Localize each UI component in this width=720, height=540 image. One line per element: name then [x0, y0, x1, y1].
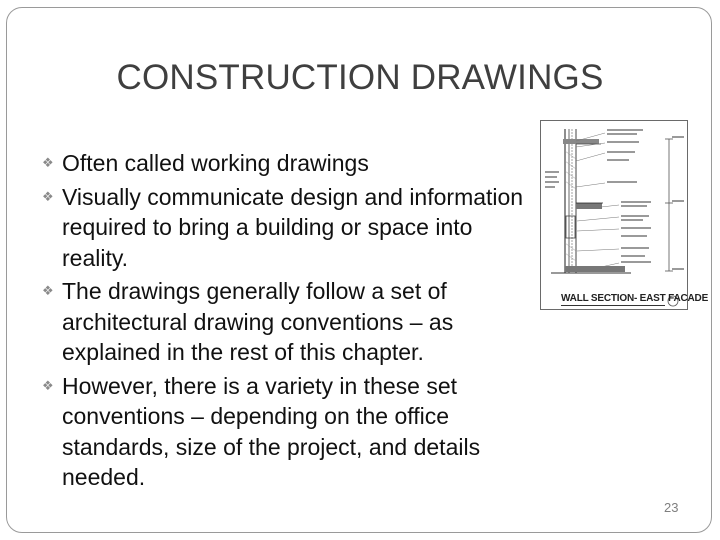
bullet-item: [42, 148, 542, 179]
bullet-text: However, there is a variety in these set conventions – depending on the office standards, size of the project, and details needed.: [62, 372, 481, 490]
bullet-text: The drawings generally follow a set of architectural drawing conventions – as explained in the rest of this chapter.: [62, 278, 454, 365]
bullet-item: [42, 276, 542, 368]
bullet-list: [42, 148, 542, 496]
page-number: 23: [664, 500, 679, 515]
bullet-item: [42, 371, 542, 493]
bullet-item: [42, 182, 542, 274]
figure-caption: WALL SECTION- EAST FACADE: [561, 293, 709, 304]
caption-underline: [561, 305, 665, 306]
leaf-bullet-icon: ❖: [42, 283, 54, 298]
leaf-bullet-icon: ❖: [42, 377, 54, 393]
bullet-text: Often called working drawings: [62, 150, 369, 176]
wall-section-drawing: [540, 120, 709, 310]
slide-title: CONSTRUCTION DRAWINGS: [116, 58, 604, 97]
leaf-bullet-icon: ❖: [42, 188, 54, 204]
wall-section-sketch: [541, 121, 687, 309]
bullet-text: Visually communicate design and information required to bring a building or space into reality.: [62, 183, 524, 271]
leaf-bullet-icon: ❖: [42, 155, 54, 170]
